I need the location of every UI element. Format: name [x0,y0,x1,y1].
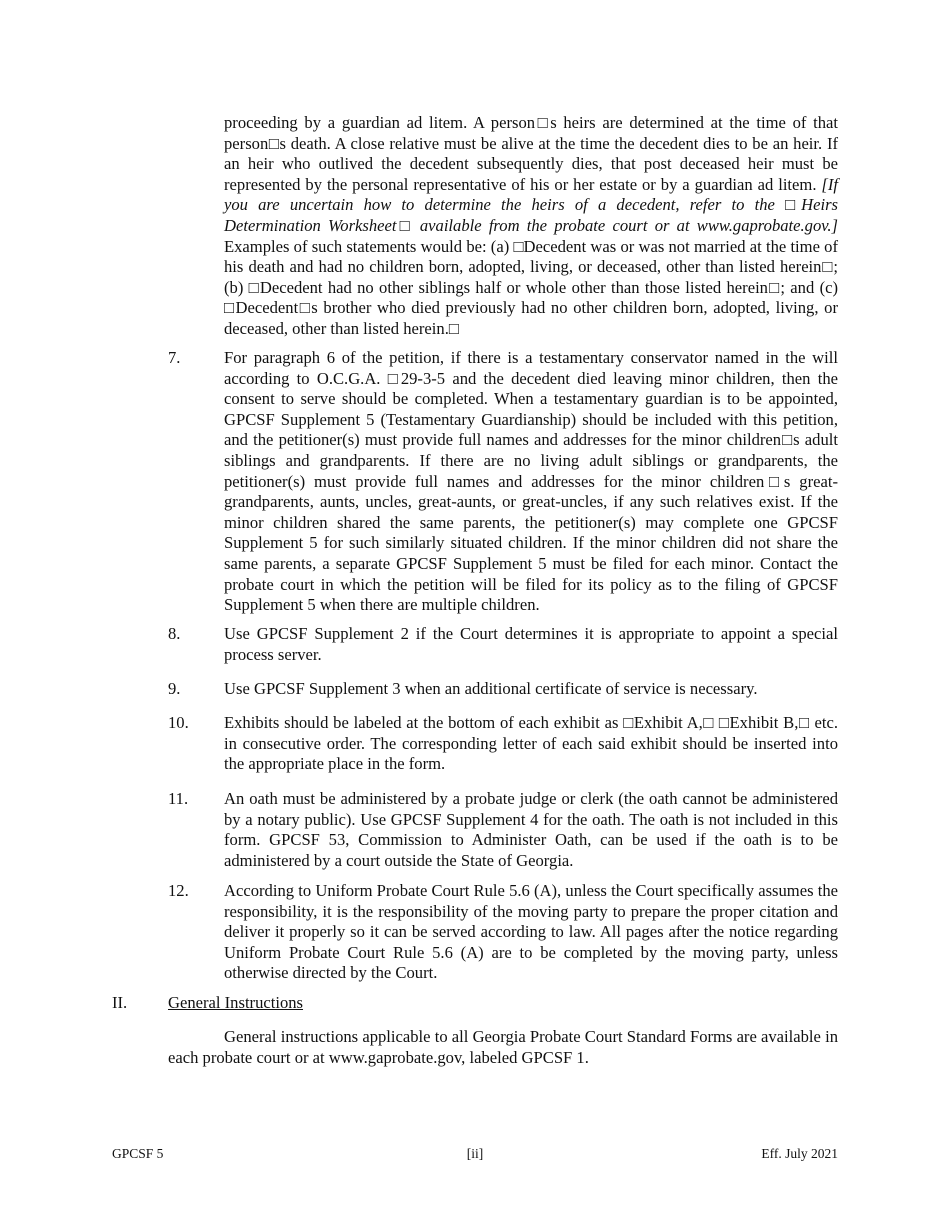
item-text: Exhibits should be labeled at the bottom of each exhibit as □Exhibit A,□ □Exhibit B,□ etc. in consecutive order. The corresponding letter of each said exhibit should be inserted into the appropriate place in the form. [224,713,838,774]
instruction-item-8 [168,624,838,665]
item-number: 10. [168,713,189,732]
item-text: Use GPCSF Supplement 3 when an additional certificate of service is necessary. [224,679,758,698]
intro-text-part2: Examples of such statements would be: (a) □Decedent was or was not married at the time of his death and had no children born, adopted, living, or deceased, other than listed herein□; (b) □Decedent had no other siblings half or whole other than those listed herein□; and (c) □Decedent□s brother who died previously had no other children born, adopted, living, or deceased, other than listed herein.□ [224,236,838,338]
footer-effective-date: Eff. July 2021 [761,1146,838,1161]
instruction-item-11 [168,789,838,871]
instruction-item-12 [168,881,838,984]
item-number: 12. [168,881,189,900]
intro-italic-note: [If you are uncertain how to determine the heirs of a decedent, refer to the □Heirs Determination Worksheet□ available from the probate court or at www.gaprobate.gov.] [224,174,838,235]
section-number: II. [112,993,128,1012]
item-number: 7. [168,348,181,367]
intro-text-part1: proceeding by a guardian ad litem. A person□s heirs are determined at the time of that person□s death. A close relative must be alive at the time the decedent dies to be an heir. If an heir who outlived the decedent subsequently dies, that post deceased heir must be represented by the personal representative of his or her estate or by a guardian ad litem. [224,113,838,194]
item-number: 11. [168,789,189,808]
intro-paragraph [224,113,838,340]
item-number: 8. [168,624,181,643]
item-text: For paragraph 6 of the petition, if there is a testamentary conservator named in the will according to O.C.G.A. □29-3-5 and the decedent died leaving minor children, then the consent to serve should be completed. When a testamentary guardian is to be appointed, GPCSF Supplement 5 (Testamentary Guardianship) should be included with this petition, and the petitioner(s) must provide full names and addresses for the minor children□s adult siblings and grandparents. If there are no living adult siblings or grandparents, the petitioner(s) must provide full names and addresses for the minor children□s great-grandparents, aunts, uncles, great-aunts, or great-uncles, if any such relatives exist. If the minor children shared the same parents, the petitioner(s) may complete one GPCSF Supplement 5 for such similarly situated children. If the minor children did not share the same parents, a separate GPCSF Supplement 5 must be filed for each minor. Contact the probate court in which the petition will be filed for its policy as to the filing of GPCSF Supplement 5 when there are multiple children. [224,348,838,615]
item-text: Use GPCSF Supplement 2 if the Court determines it is appropriate to appoint a special process server. [224,624,838,664]
footer-form-id: GPCSF 5 [112,1146,164,1161]
section-title: General Instructions [168,993,304,1012]
section-body: General instructions applicable to all Georgia Probate Court Standard Forms are available in each probate court or at www.gaprobate.gov, labeled GPCSF 1. [168,1027,838,1067]
instruction-item-9 [168,679,838,700]
item-text: An oath must be administered by a probate judge or clerk (the oath cannot be administered by a notary public). Use GPCSF Supplement 4 for the oath. The oath is not included in this form. GPCSF 53, Commission to Administer Oath, can be used if the oath is to be administered by a court outside the State of Georgia. [224,789,838,870]
instruction-item-7 [168,348,838,616]
item-text: According to Uniform Probate Court Rule 5.6 (A), unless the Court specifically assumes the responsibility, it is the responsibility of the moving party to prepare the proper citation and deliver it properly so it can be served according to law. All pages after the notice regarding Uniform Probate Court Rule 5.6 (A) are to be completed by the moving party, unless otherwise directed by the Court. [224,881,838,983]
item-number: 9. [168,679,181,698]
footer-page-number: [ii] [466,1146,484,1161]
instruction-item-10 [168,713,838,775]
